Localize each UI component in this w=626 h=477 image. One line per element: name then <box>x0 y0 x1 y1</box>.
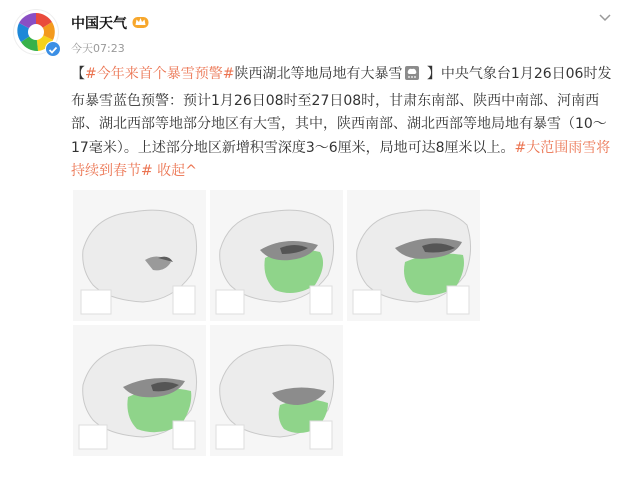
chevron-down-icon[interactable] <box>598 8 612 27</box>
snow-cloud-icon <box>404 65 420 90</box>
post-timestamp[interactable]: 今天07:23 <box>71 42 125 55</box>
headline: 陕西湖北等地局地有大暴雪 <box>234 66 403 82</box>
post-body: 中央气象台1月26日06时发布暴雪蓝色预警：预计1月26日08时至27日08时，甘肃东南部、陕西中南部、河南西部、湖北西部等地部分地区有大雪，其中，陕西南部、湖北西部等地局地有暴雪（10～17毫米）。上述部分地区新增积雪深度3～6厘米，局地可达8厘米以上。 <box>71 66 612 156</box>
map-thumbnail-2[interactable] <box>210 190 343 321</box>
map-thumbnail-4[interactable] <box>73 325 206 456</box>
verified-icon <box>45 41 61 57</box>
image-grid <box>73 190 483 460</box>
bracket-close: 】 <box>422 66 441 82</box>
bracket-open: 【 <box>71 66 85 82</box>
collapse-label: 收起 <box>152 163 186 179</box>
map-thumbnail-5[interactable] <box>210 325 343 456</box>
username[interactable]: 中国天气 <box>71 16 127 32</box>
collapse-link[interactable] <box>153 163 197 179</box>
hashtag-link-2[interactable]: #大范围雨雪将持续到春节# <box>71 139 611 179</box>
crown-badge-icon[interactable] <box>132 14 149 33</box>
post-content <box>71 63 613 184</box>
map-thumbnail-1[interactable] <box>73 190 206 321</box>
collapse-icon: ^ <box>185 163 197 179</box>
map-thumbnail-3[interactable] <box>347 190 480 321</box>
hashtag-link[interactable]: #今年来首个暴雪预警# <box>85 66 235 82</box>
